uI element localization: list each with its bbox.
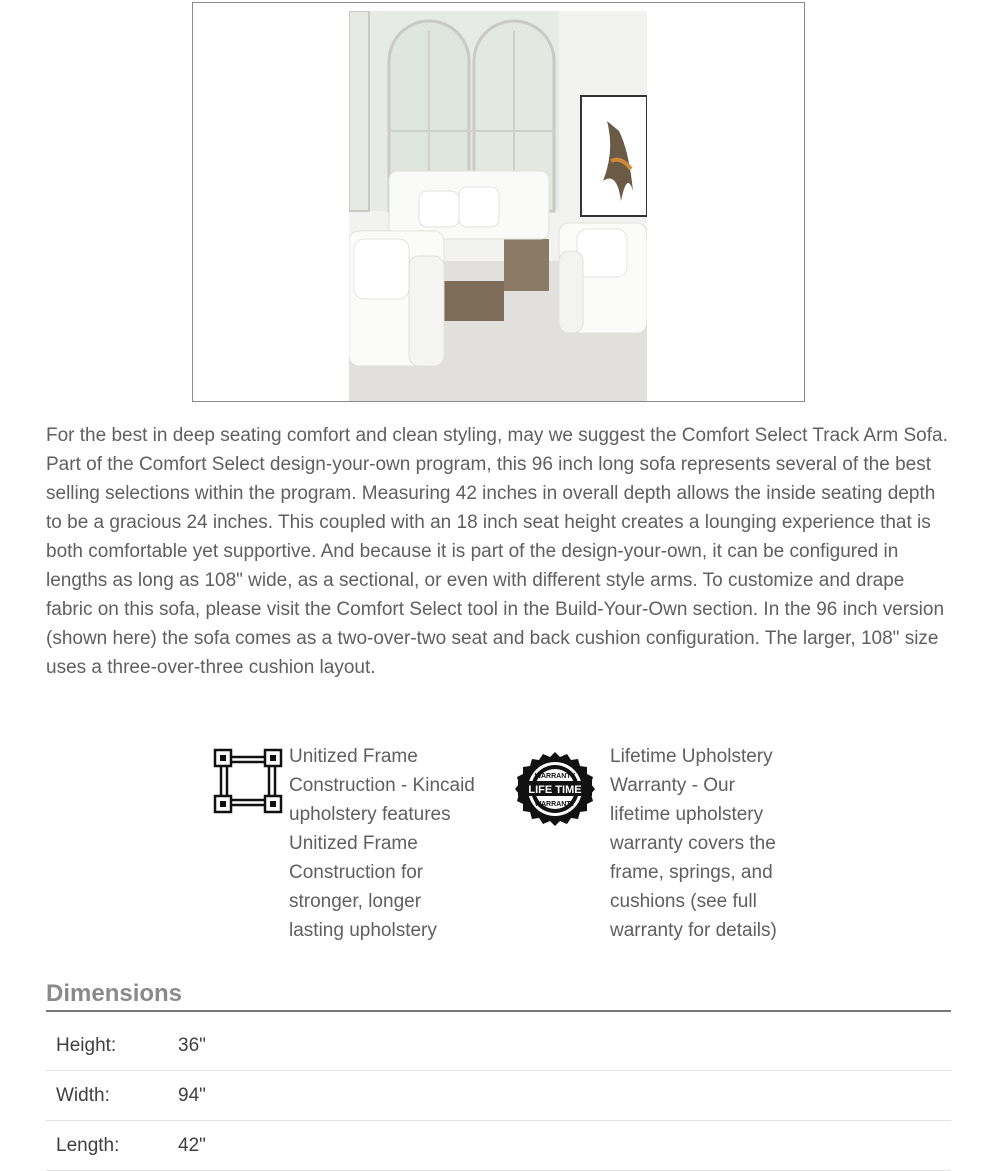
dimensions-heading: Dimensions xyxy=(46,980,183,1007)
feature-lifetime-warranty xyxy=(514,742,800,945)
sofa-room-illustration xyxy=(349,11,647,401)
unitized-frame-icon xyxy=(207,742,289,945)
badge-bottom-text: WARRANTY xyxy=(534,801,576,808)
feature-text: Lifetime Upholstery Warranty - Our lifetime upholstery warranty covers the frame, springs, and cushions (see full warranty for details) xyxy=(610,746,777,941)
table-row xyxy=(46,1021,951,1071)
dimension-label: Length: xyxy=(46,1121,178,1171)
badge-top-text: WARRANTY xyxy=(534,773,576,780)
feature-unitized-frame xyxy=(207,742,475,945)
product-image-frame xyxy=(192,2,805,402)
dimension-label: Height: xyxy=(46,1021,178,1071)
table-row xyxy=(46,1121,951,1171)
lifetime-warranty-badge-icon xyxy=(514,742,596,945)
dimensions-table xyxy=(46,1021,951,1171)
feature-text: Unitized Frame Construction - Kincaid upholstery features Unitized Frame Construction for stronger, longer lasting upholstery xyxy=(289,746,475,941)
dimensions-divider xyxy=(46,1010,951,1012)
dimension-value: 36" xyxy=(178,1021,951,1071)
product-photo xyxy=(349,11,647,401)
badge-middle-text: LIFE TIME xyxy=(528,784,582,796)
dimension-value: 94" xyxy=(178,1071,951,1121)
dimension-label: Width: xyxy=(46,1071,178,1121)
product-description: For the best in deep seating comfort and clean styling, may we suggest the Comfort Select Track Arm Sofa. Part of the Comfort Select design-your-own program, this 96 inch long sofa represents several of the best selling selections within the program. Measuring 42 inches in overall depth allows the inside seating depth to be a gracious 24 inches. This coupled with an 18 inch seat height creates a lounging experience that is both comfortable yet supportive. And because it is part of the design-your-own, it can be configured in lengths as long as 108" wide, as a sectional, or even with different style arms. To customize and drape fabric on this sofa, please visit the Comfort Select tool in the Build-Your-Own section. In the 96 inch version (shown here) the sofa comes as a two-over-two seat and back cushion configuration. The larger, 108" size uses a three-over-three cushion layout. xyxy=(46,425,948,678)
dimension-value: 42" xyxy=(178,1121,951,1171)
table-row xyxy=(46,1071,951,1121)
